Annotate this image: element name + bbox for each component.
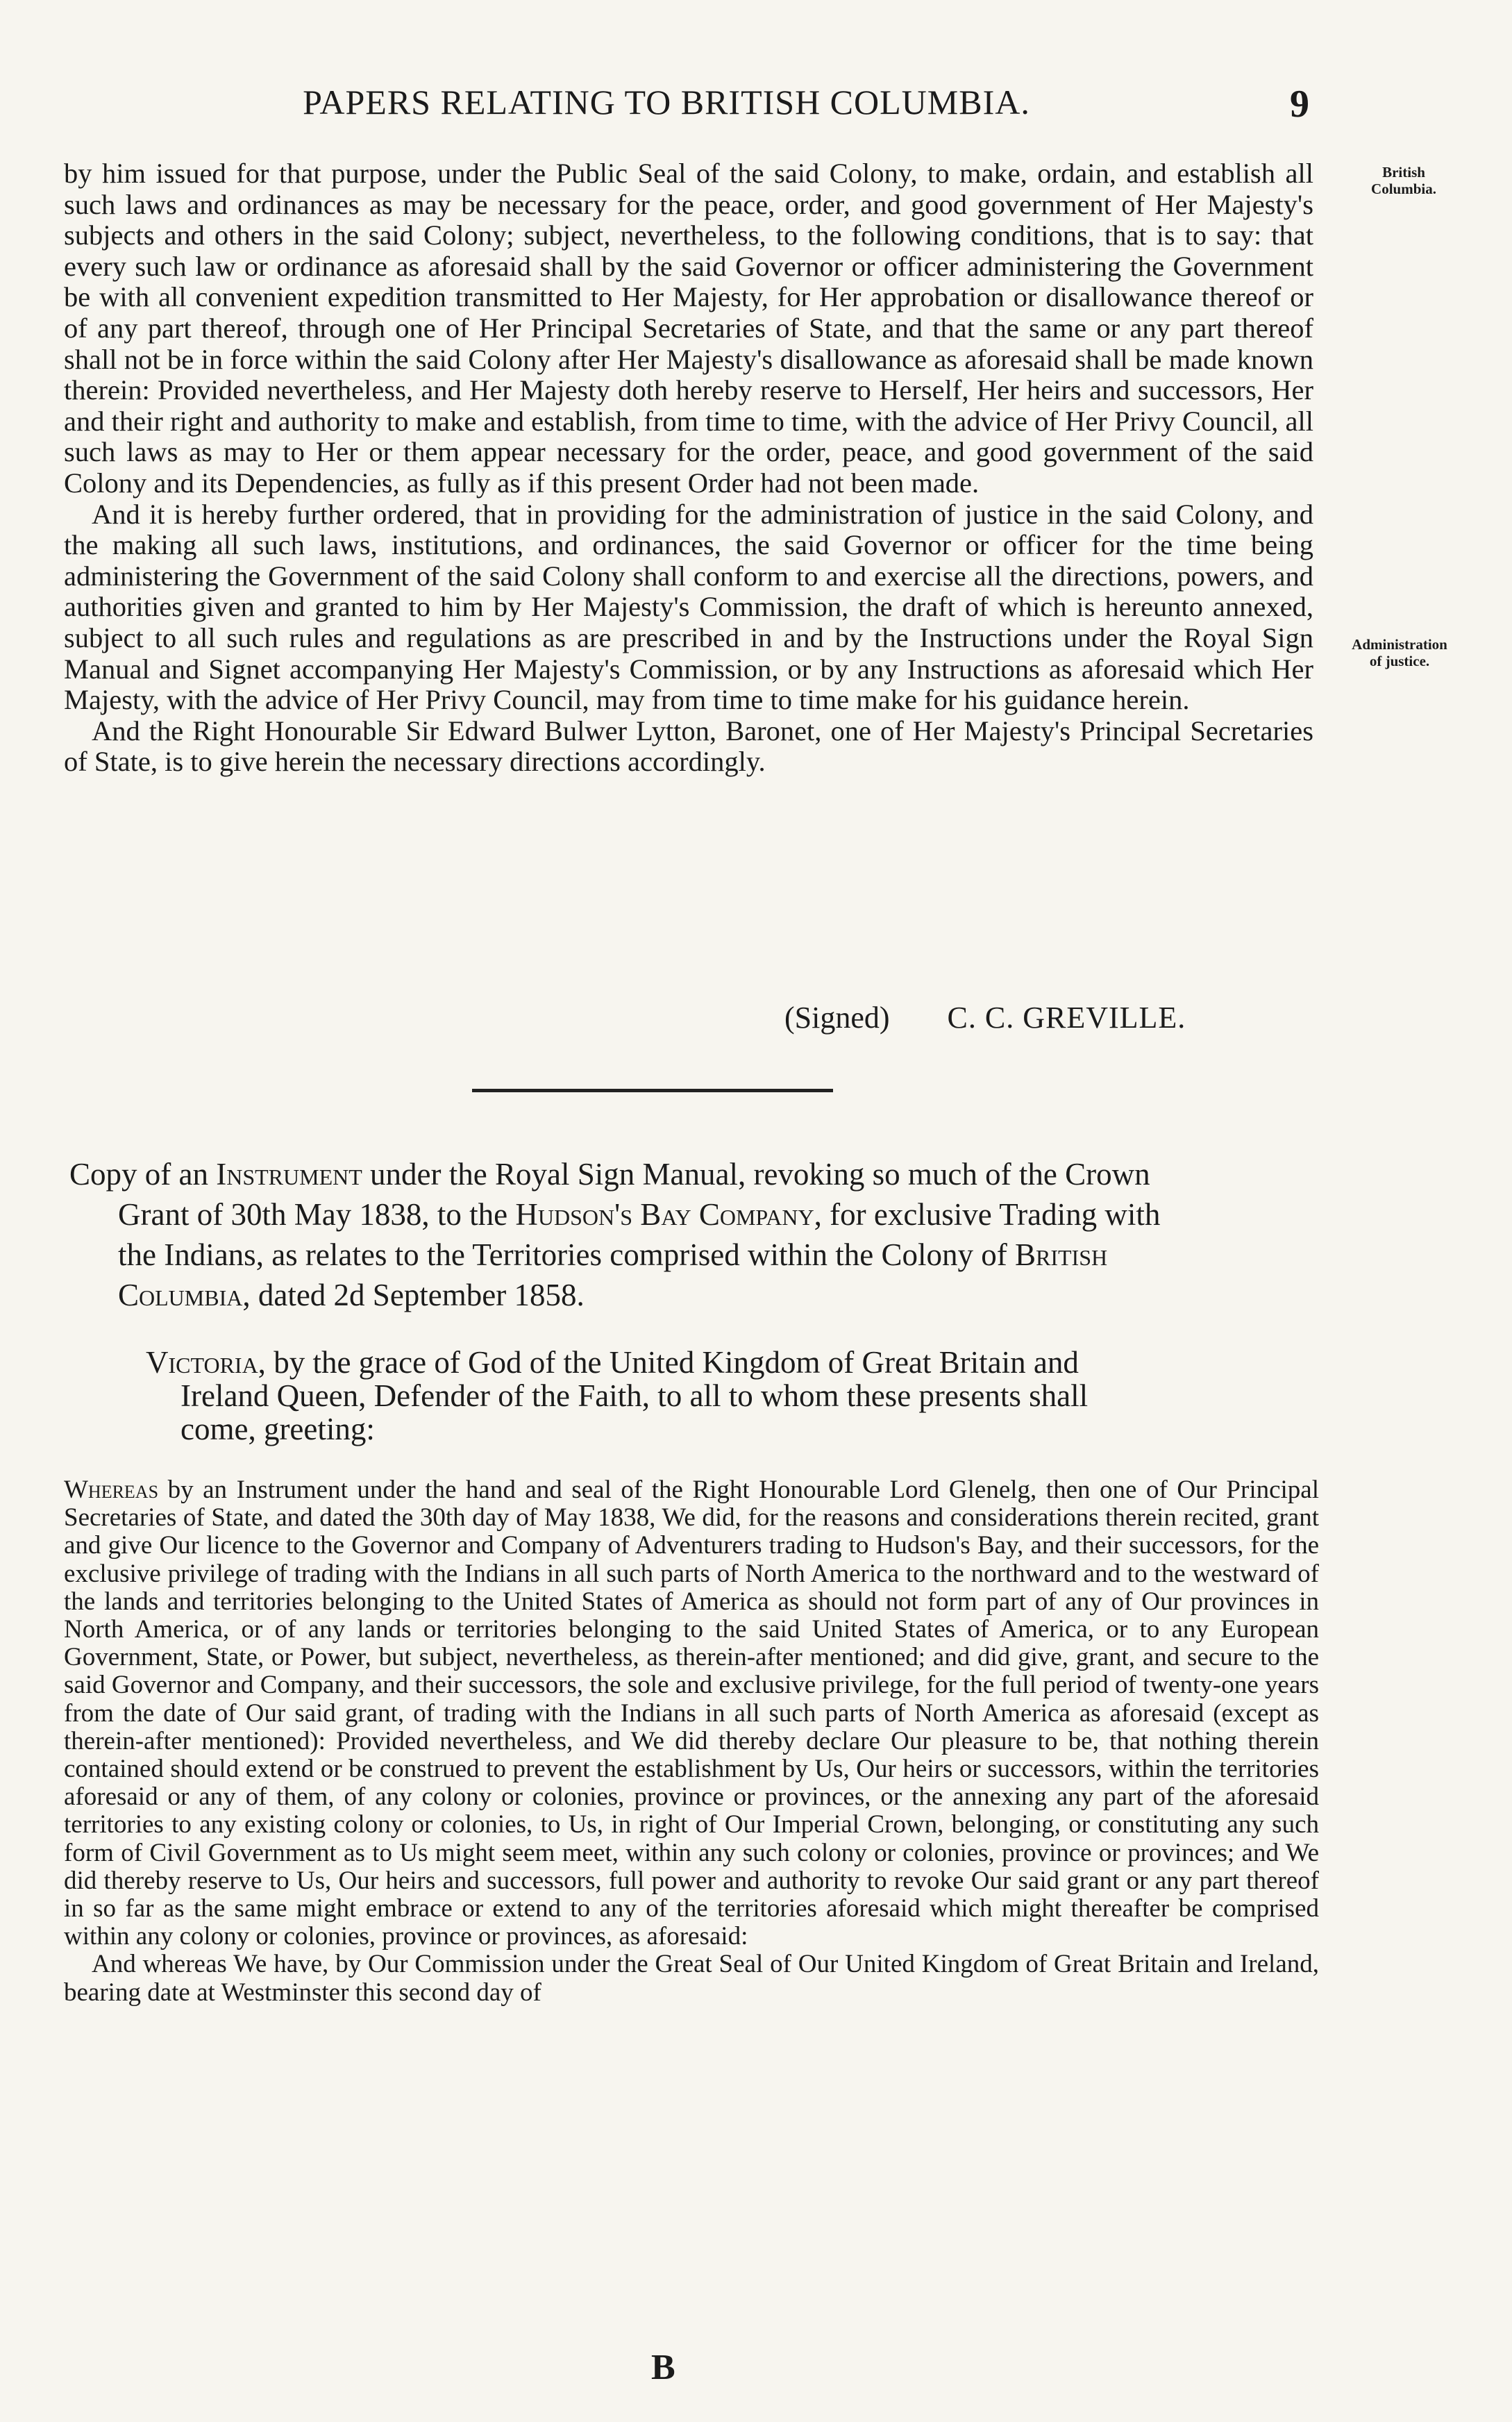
heading-text: for exclusive Trading with — [830, 1197, 1161, 1232]
signed-label: (Signed) — [784, 1001, 890, 1035]
heading-text: under the Royal Sign Manual, revoking so much of the Crown — [370, 1157, 1150, 1192]
order-in-council-text — [64, 158, 1313, 778]
instrument-text — [64, 1476, 1319, 2007]
preamble-text: come, greeting: — [180, 1412, 375, 1446]
preamble-text: Ireland Queen, Defender of the Faith, to all to whom these presents shall — [180, 1378, 1089, 1413]
margin-note-line: Columbia. — [1371, 181, 1436, 197]
heading-text: Copy of an — [69, 1157, 208, 1192]
heading-text: Columbia, — [118, 1278, 251, 1312]
sovereign-name: Victoria, — [146, 1345, 266, 1380]
signatory-name: C. C. GREVILLE. — [947, 1001, 1186, 1035]
paragraph: And whereas We have, by Our Commission under the Great Seal of Our United Kingdom of Great Britain and Ireland, bearing date at Westminster this second day of — [64, 1950, 1319, 2007]
signature — [784, 1000, 1186, 1035]
royal-preamble — [146, 1346, 1319, 1446]
running-title: PAPERS RELATING TO BRITISH COLUMBIA. — [303, 83, 1030, 122]
paragraph-text: by an Instrument under the hand and seal of the Right Honourable Lord Glenelg, then one of Our Principal Secretaries of State, and dated the 30th day of May 1838, We did, for the reasons and considerations therein recited, grant and give Our licence to the Governor and Company of Adventurers trading to Hudson's Bay, and their successors, for the exclusive privilege of trading with the Indians in all such parts of North America to the northward and to the westward of the lands and territories belonging to the United States of America as should not form part of any of Our provinces in North America, or of any lands or territories belonging to the said United States of America, or to any European Government, State, or Power, but subject, nevertheless, as therein-after mentioned; and did give, grant, and secure to the said Governor and Company, and their successors, the sole and exclusive privilege, for the full period of twenty-one years from the date of Our said grant, of trading with the Indians in all such parts of North America as aforesaid (except as therein-after mentioned): Provided nevertheless, and We did thereby declare Our pleasure to be, that nothing therein contained should extend or be construed to prevent the establishment by Us, Our heirs or successors, within the territories aforesaid or any of them, of any colony or colonies, province or provinces, or the annexing any part of the aforesaid territories to any existing colony or colonies, to Us, in right of Our Imperial Crown, belonging, or constituting any such form of Civil Government as to Us might seem meet, within any such colony or colonies, province or provinces; and We did thereby reserve to Us, Our heirs and successors, full power and authority to revoke Our said grant or any part thereof in so far as the same might embrace or extend to any of the territories aforesaid which might thereafter be comprised within any colony or colonies, province or provinces, as aforesaid: — [64, 1476, 1320, 1951]
heading-text: Hudson's Bay Company, — [515, 1197, 822, 1232]
paragraph: And the Right Honourable Sir Edward Bulwer Lytton, Baronet, one of Her Majesty's Principal Secretaries of State, is to give herein the necessary directions accordingly. — [64, 715, 1313, 778]
heading-text: Instrument — [216, 1157, 362, 1192]
margin-note-british-columbia — [1334, 164, 1473, 197]
section-divider — [472, 1089, 833, 1092]
preamble-text: by the grace of God of the United Kingdom of Great Britain and — [274, 1345, 1079, 1380]
paragraph — [64, 1476, 1319, 1951]
heading-text: dated 2d September 1858. — [258, 1278, 585, 1312]
instrument-heading — [69, 1154, 1319, 1315]
paragraph: And it is hereby further ordered, that in providing for the administration of justice in the said Colony, and the making all such laws, institutions, and ordinances, the said Governor or officer for the time being administering the Government of the said Colony shall conform to and exercise all the directions, powers, and authorities given and granted to him by Her Majesty's Commission, the draft of which is hereunto annexed, subject to all such rules and regulations as are prescribed in and by the Instructions under the Royal Sign Manual and Signet accompanying Her Majesty's Commission, or by any Instructions as aforesaid which Her Majesty, with the advice of Her Privy Council, may from time to time make for his guidance herein. — [64, 498, 1313, 716]
page-number: 9 — [1290, 83, 1309, 126]
margin-note-line: of justice. — [1369, 653, 1430, 669]
margin-note-administration-of-justice — [1323, 636, 1476, 669]
margin-note-line: British — [1382, 164, 1425, 181]
heading-text: the Indians, as relates to the Territories comprised within the Colony of — [118, 1237, 1007, 1272]
margin-note-line: Administration — [1352, 636, 1447, 653]
heading-text: British — [1014, 1237, 1108, 1272]
paragraph: by him issued for that purpose, under the Public Seal of the said Colony, to make, ordain, and establish all such laws and ordinances as may be necessary for the peace, order, and good government of Her Majesty's subjects and others in the said Colony; subject, nevertheless, to the following conditions, that is to say: that every such law or ordinance as aforesaid shall by the said Governor or officer administering the Government be with all convenient expedition transmitted to Her Majesty, for Her approbation or disallowance thereof or of any part thereof, through one of Her Principal Secretaries of State, and that the same or any part thereof shall not be in force within the said Colony after Her Majesty's disallowance as aforesaid shall be made known therein: Provided nevertheless, and Her Majesty doth hereby reserve to Herself, Her heirs and successors, Her and their right and authority to make and establish, from time to time, with the advice of Her Privy Council, all such laws as may to Her or them appear necessary for the order, peace, and good government of the said Colony and its Dependencies, as fully as if this present Order had not been made. — [64, 158, 1313, 499]
heading-text: Grant of 30th May 1838, to the — [118, 1197, 508, 1232]
printer-signature-mark: B — [651, 2348, 675, 2387]
whereas-word: Whereas — [64, 1476, 159, 1504]
